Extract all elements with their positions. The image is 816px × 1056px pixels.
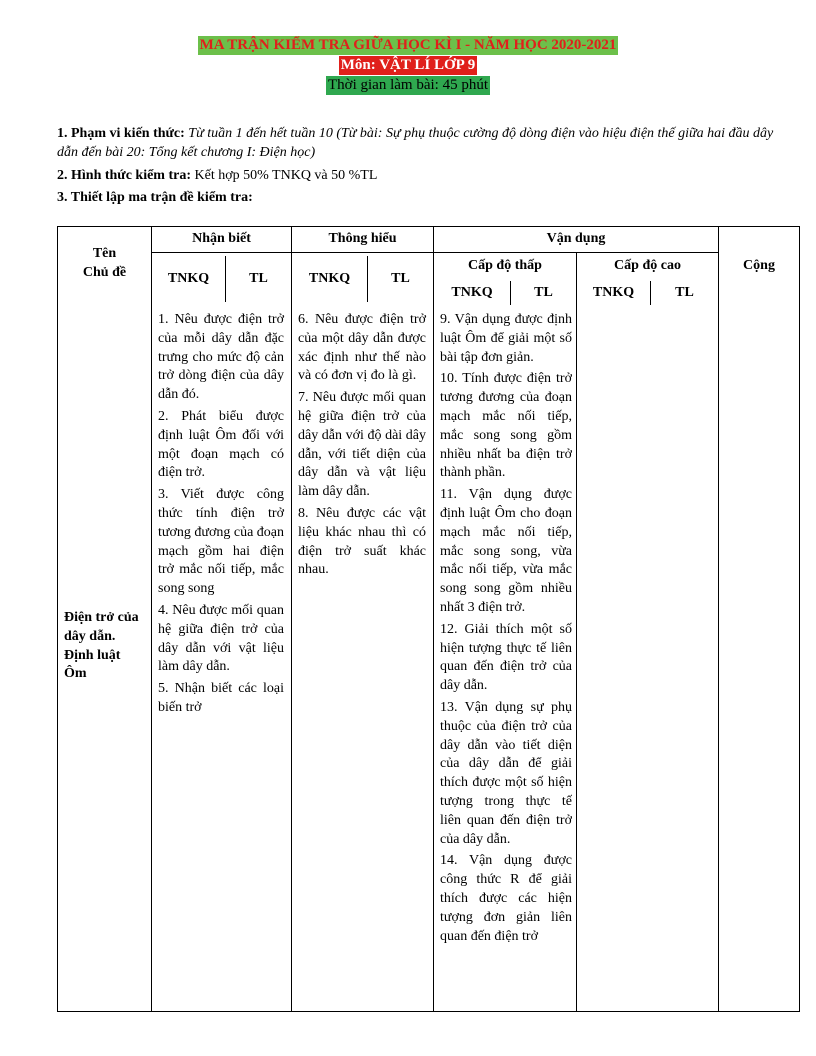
col-divider xyxy=(433,226,434,1012)
form-section xyxy=(57,166,787,185)
row-divider xyxy=(151,252,718,253)
scope-label: 1. Phạm vi kiến thức: xyxy=(57,126,185,141)
list-item: 5. Nhận biết các loại biến trở xyxy=(158,681,284,715)
list-item: 3. Viết được công thức tính điện trở tương đương của đoạn mạch gồm hai điện trở mắc nối tiếp, mắc song song xyxy=(158,487,285,597)
list-item: 8. Nêu được các vật liệu khác nhau thì có điện trở suất khác nhau. xyxy=(298,505,426,578)
table-border-bottom xyxy=(57,1011,800,1012)
scope-text: Từ tuần 1 đến hết tuần 10 (Từ bài: Sự phụ thuộc cường độ dòng điện vào hiệu điện thế giữa hai đầu dây dẫn đến bài 20: Tổng kết chương I: Điện học) xyxy=(57,126,774,160)
sub-tnkq: TNKQ xyxy=(451,285,493,300)
sub-tl: TL xyxy=(249,271,268,286)
list-item: 9. Vận dụng được định luật Ôm để giải một số bài tập đơn giản. xyxy=(440,312,572,365)
header-topic-line1: Tên xyxy=(92,246,117,261)
list-item: 4. Nêu được mối quan hệ giữa điện trở của dây dẫn với vật liệu làm dây dẫn. xyxy=(158,602,284,675)
sub-tnkq: TNKQ xyxy=(308,271,351,286)
col-divider xyxy=(151,226,152,1012)
list-item: 13. Vận dụng sự phụ thuộc của điện trở của dây dẫn vào tiết diện của dây dẫn để giải thích được một số hiện tượng trong thực tế liên quan đến điện trở của dây dẫn. xyxy=(440,699,572,847)
form-text: Kết hợp 50% TNKQ và 50 %TL xyxy=(191,168,378,183)
header-topic-line2: Chủ đề xyxy=(82,265,127,280)
list-item: 6. Nêu được điện trở của một dây dẫn được xác định như thế nào và có đơn vị đo là gì. xyxy=(298,312,426,384)
list-item: 10. Tính được điện trở tương đương của đoạn mạch mắc nối tiếp, mắc song song gồm nhiều nhất ba điện trở thành phần. xyxy=(440,371,572,481)
list-item: 11. Vận dụng được định luật Ôm cho đoạn mạch mắc nối tiếp, mắc song song, vừa mắc nối tiếp, vừa mắc song song gồm nhiều nhất 3 điện trở. xyxy=(440,487,572,615)
header-nhan-biet: Nhận biết xyxy=(192,231,251,246)
form-label: 2. Hình thức kiểm tra: xyxy=(57,168,192,183)
van-dung-thap-cell xyxy=(440,311,572,1011)
time-line: Thời gian làm bài: 45 phút xyxy=(328,77,488,93)
col-divider xyxy=(576,253,577,1012)
header-topic xyxy=(58,244,151,282)
header-cong: Cộng xyxy=(743,258,775,273)
thong-hieu-cell xyxy=(298,311,426,583)
header-cap-do-thap: Cấp độ thấp xyxy=(468,258,542,273)
matrix-label: 3. Thiết lập ma trận đề kiểm tra: xyxy=(57,190,253,205)
col-divider xyxy=(291,226,292,1012)
document-title: MA TRẬN KIỂM TRA GIỮA HỌC KÌ I - NĂM HỌC 2020-2021 xyxy=(199,37,617,53)
sub-tnkq: TNKQ xyxy=(167,271,210,286)
sub-tl: TL xyxy=(534,285,553,300)
header-van-dung: Vận dụng xyxy=(546,231,606,246)
topic-cell: Điện trở của dây dẫn. Định luật Ôm xyxy=(64,610,139,682)
scope-section xyxy=(57,124,787,162)
list-item: 7. Nêu được mối quan hệ giữa điện trở của dây dẫn với độ dài dây dẫn, với tiết diện của dây dẫn và vật liệu làm dây dẫn. xyxy=(298,390,426,500)
header-cap-do-cao: Cấp độ cao xyxy=(614,258,681,273)
nhan-biet-cell xyxy=(158,311,284,721)
list-item: 12. Giải thích một số hiện tượng thực tế liên quan đến điện trở của dây dẫn. xyxy=(440,621,572,694)
table-border-left xyxy=(57,226,58,1012)
list-item: 14. Vận dụng được công thức R để giải thích được các hiện tượng đơn giản liên quan đến điện trở xyxy=(440,853,572,944)
table-border-top xyxy=(57,226,800,227)
sub-tl: TL xyxy=(391,271,410,286)
col-divider xyxy=(718,226,719,1012)
sub-tnkq: TNKQ xyxy=(592,285,635,300)
list-item: 1. Nêu được điện trở của mỗi dây dẫn đặc trưng cho mức độ cản trở dòng điện của dây dẫn đó. xyxy=(158,312,284,403)
sub-tl: TL xyxy=(675,285,694,300)
table-border-right xyxy=(799,226,800,1012)
list-item: 2. Phát biểu được định luật Ôm đối với một đoạn mạch có điện trở. xyxy=(158,408,284,481)
matrix-section xyxy=(57,188,787,207)
header-thong-hieu: Thông hiểu xyxy=(328,231,397,246)
subject-line: Môn: VẬT LÍ LỚP 9 xyxy=(340,57,476,73)
